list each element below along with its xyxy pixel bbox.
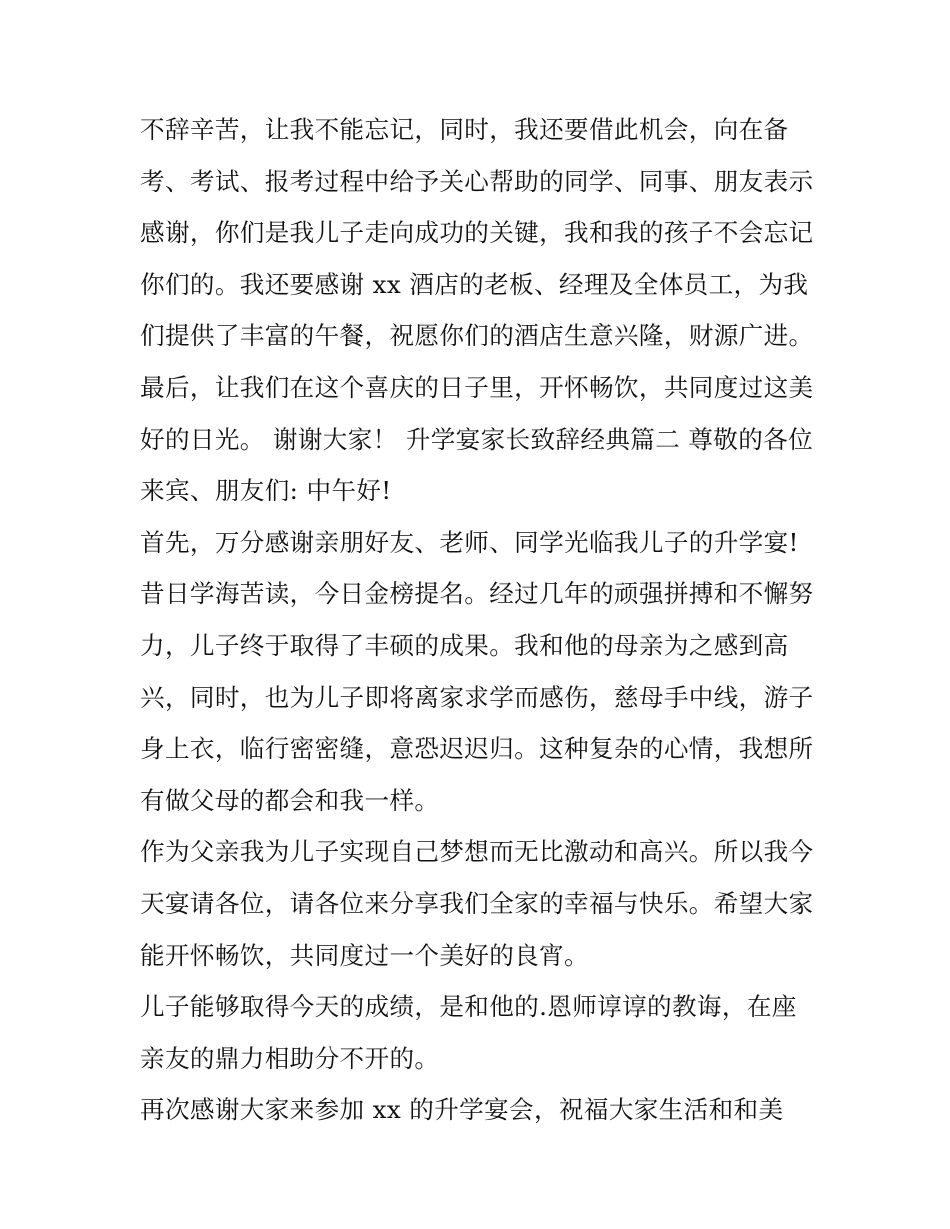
text-line: 亲友的鼎力相助分不开的。 xyxy=(140,1043,440,1073)
text-line: 首先，万分感谢亲朋好友、老师、同学光临我儿子的升学宴! xyxy=(140,527,799,557)
text-line: 不辞辛苦，让我不能忘记，同时，我还要借此机会，向在备 xyxy=(140,115,789,144)
text-line: 有做父母的都会和我一样。 xyxy=(140,785,440,815)
body-text xyxy=(140,104,812,1136)
text-line: 兴，同时，也为儿子即将离家求学而感伤，慈母手中线，游子 xyxy=(140,682,814,712)
text-line: 你们的。我还要感谢 xx 酒店的老板、经理及全体员工，为我 xyxy=(140,269,809,299)
text-line: 能开怀畅饮，共同度过一个美好的良宵。 xyxy=(140,940,589,970)
text-line: 作为父亲我为儿子实现自己梦想而无比激动和高兴。所以我今 xyxy=(140,837,814,867)
text-line: 身上衣，临行密密缝，意恐迟迟归。这种复杂的心情，我想所 xyxy=(140,734,814,764)
text-line: 们提供了丰富的午餐，祝愿你们的酒店生意兴隆，财源广进。 xyxy=(140,321,814,351)
text-line: 最后，让我们在这个喜庆的日子里，开怀畅饮，共同度过这美 xyxy=(140,372,814,402)
text-line: 好的日光。 谢谢大家！ 升学宴家长致辞经典篇二 尊敬的各位 xyxy=(140,424,814,454)
text-line: 力，儿子终于取得了丰硕的成果。我和他的母亲为之感到高 xyxy=(140,630,789,660)
text-line: 再次感谢大家来参加 xx 的升学宴会，祝福大家生活和和美 xyxy=(140,1095,784,1125)
text-line: 天宴请各位，请各位来分享我们全家的幸福与快乐。希望大家 xyxy=(140,888,814,918)
text-line: 儿子能够取得今天的成绩，是和他的.恩师谆谆的教诲，在座 xyxy=(140,992,797,1022)
text-line: 来宾、朋友们: 中午好! xyxy=(140,476,392,506)
text-line: 感谢，你们是我儿子走向成功的关键，我和我的孩子不会忘记 xyxy=(140,218,814,248)
text-line: 昔日学海苦读，今日金榜提名。经过几年的顽强拼搏和不懈努 xyxy=(140,579,814,609)
text-line: 考、考试、报考过程中给予关心帮助的同学、同事、朋友表示 xyxy=(140,166,814,196)
